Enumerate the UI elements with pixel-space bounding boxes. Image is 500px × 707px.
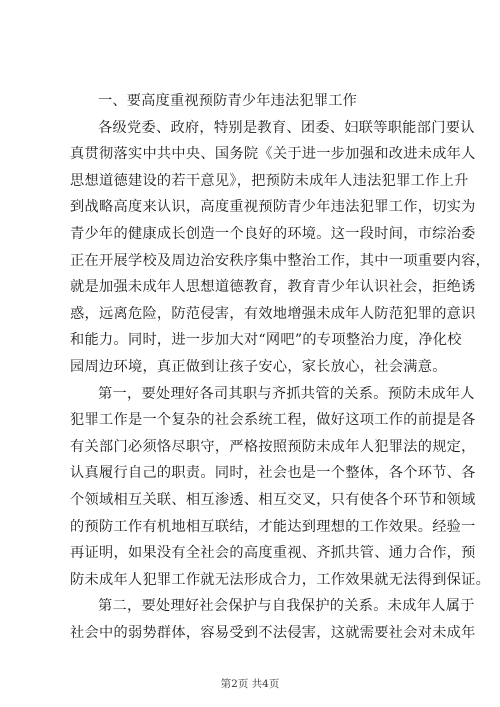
section-heading: 一、要高度重视预防青少年违法犯罪工作 — [98, 93, 357, 109]
text-line: 犯罪工作是一个复杂的社会系统工程，做好这项工作的前提是各 — [70, 412, 476, 429]
text-line: 到战略高度来认识，高度重视预防青少年违法犯罪工作，切实为 — [70, 199, 476, 216]
document-body — [70, 88, 491, 646]
text-line: 再证明，如果没有全社会的高度重视、齐抓共管、通力合作，预 — [70, 545, 476, 562]
page-footer: 第2页 共4页 — [220, 678, 280, 690]
text-line: 青少年的健康成长创造一个良好的环境。这一段时间，市综治委 — [70, 225, 476, 242]
text-line: 正在开展学校及周边治安秩序集中整治工作，其中一项重要内容， — [70, 252, 491, 269]
paragraph-lines — [70, 115, 491, 647]
text-line: 认真履行自己的职责。同时，社会也是一个整体，各个环节、各 — [70, 465, 476, 482]
text-line: 社会中的弱势群体，容易受到不法侵害，这就需要社会对未成年 — [70, 624, 476, 641]
text-line: 真贯彻落实中共中央、国务院《关于进一步加强和改进未成年人 — [70, 146, 476, 163]
text-line: 第一，要处理好各司其职与齐抓共管的关系。预防未成年人 — [98, 385, 475, 402]
text-line: 各级党委、政府，特别是教育、团委、妇联等职能部门要认 — [98, 119, 475, 136]
text-line: 有关部门必须恪尽职守，严格按照预防未成年人犯罪法的规定， — [70, 438, 476, 455]
text-line: 第二，要处理好社会保护与自我保护的关系。未成年人属于 — [98, 598, 475, 615]
text-line: 就是加强未成年人思想道德教育，教育青少年认识社会，拒绝诱 — [70, 279, 476, 296]
text-line: 和能力。同时，进一步加大对“网吧”的专项整治力度，净化校 — [70, 332, 462, 349]
text-line: 惑，远离危险，防范侵害，有效地增强未成年人防范犯罪的意识 — [70, 305, 476, 322]
text-line: 防未成年人犯罪工作就无法形成合力，工作效果就无法得到保证。 — [70, 571, 491, 588]
text-line: 园周边环境，真正做到让孩子安心，家长放心，社会满意。 — [70, 358, 447, 375]
text-line: 的预防工作有机地相互联结，才能达到理想的工作效果。经验一 — [70, 518, 476, 535]
text-line: 个领域相互关联、相互渗透、相互交叉，只有使各个环节和领域 — [70, 491, 476, 508]
text-line: 思想道德建设的若干意见》，把预防未成年人违法犯罪工作上升 — [70, 172, 469, 189]
